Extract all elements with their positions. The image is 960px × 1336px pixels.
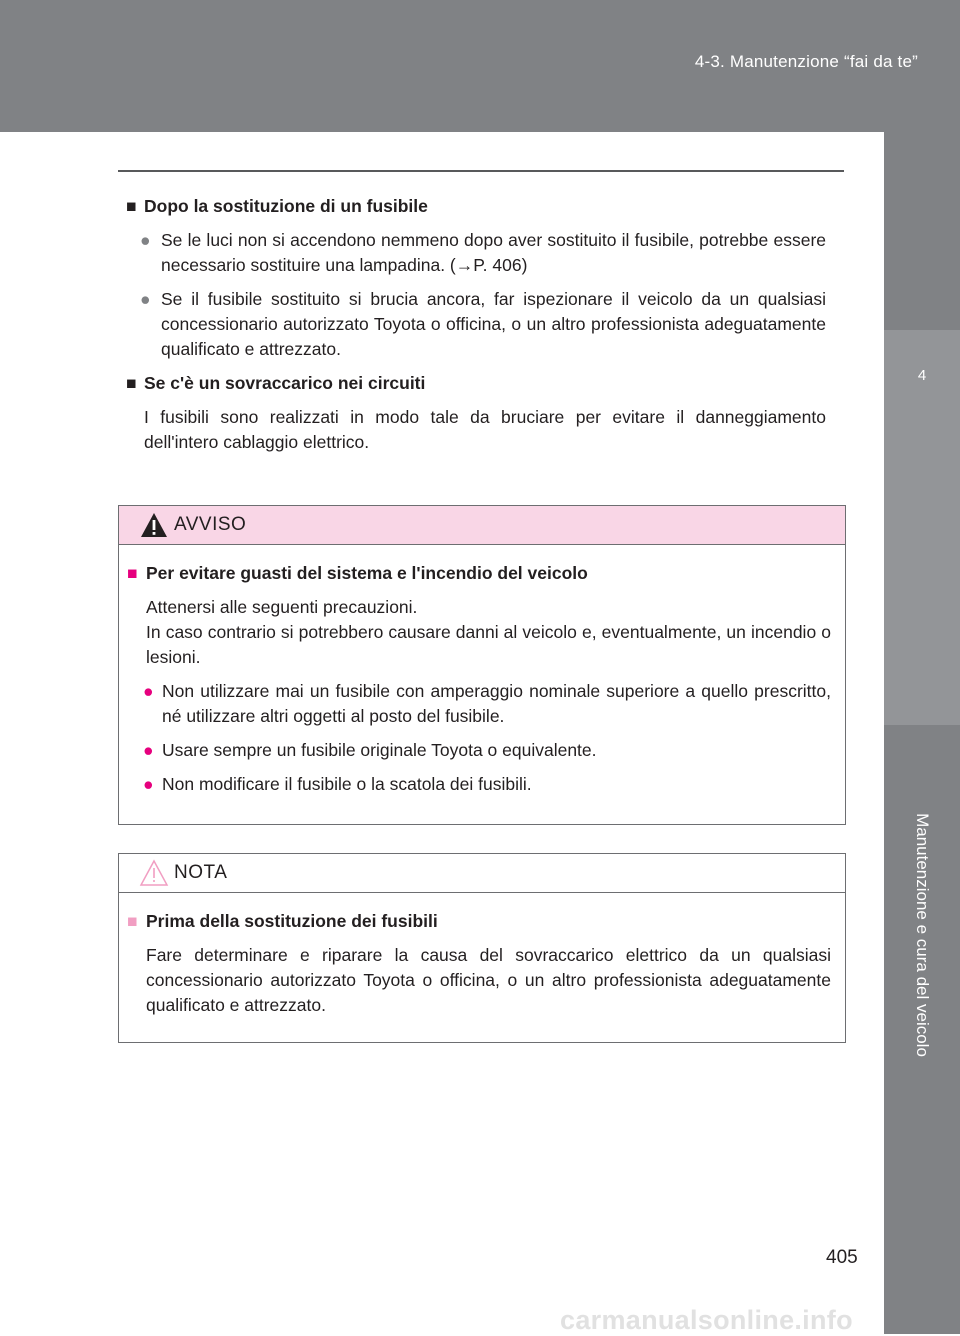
circle-bullet-icon: ● [140,230,151,250]
side-tab [884,132,960,1334]
top-rule [118,170,844,172]
square-bullet-icon: ■ [126,373,137,393]
page-number: 405 [826,1247,858,1268]
warning-triangle-icon [139,511,169,539]
square-bullet-icon: ■ [126,196,137,216]
warning-box [118,505,846,825]
section-title: 4-3. Manutenzione “fai da te” [694,52,918,71]
note-box [118,853,846,1043]
warning-box-header [119,506,845,545]
list-item: ● Usare sempre un fusibile originale Toyota o equivalente. [127,738,831,763]
circle-bullet-icon: ● [143,740,154,760]
chapter-number: 4 [917,367,927,384]
list-item: ● Se il fusibile sostituito si brucia ancora, far ispezionare il veicolo da un qualsiasi concessionario autorizzato Toyota o officina, o un altro professionista adeguatamente qualificato e attrezzato. [140,289,826,359]
warning-title: AVVISO [174,514,247,535]
note-box-body [119,893,845,1034]
main-content [126,194,826,464]
circle-bullet-icon: ● [143,774,154,794]
paragraph: I fusibili sono realizzati in modo tale da bruciare per evitare il danneggiamento dell'intero cablaggio elettrico. [144,407,826,452]
list-item: ● Non utilizzare mai un fusibile con amperaggio nominale superiore a quello prescritto, né utilizzare altri oggetti al posto del fusibile. [143,681,831,726]
paragraph: In caso contrario si potrebbero causare danni al veicolo e, eventualmente, un incendio o lesioni. [146,622,831,667]
paragraph: Fare determinare e riparare la causa del sovraccarico elettrico da un qualsiasi concessionario autorizzato Toyota o officina, o un altro professionista adeguatamente qualificato e attrezzato. [146,945,831,1015]
list-item: ● Non modificare il fusibile o la scatola dei fusibili. [127,772,831,797]
note-box-header [119,854,845,893]
header-bar [0,0,960,132]
section-heading: ■ Dopo la sostituzione di un fusibile [126,194,826,219]
warning-heading: ■ Per evitare guasti del sistema e l'incendio del veicolo [127,561,831,586]
chapter-label: Manutenzione e cura del veicolo [913,813,932,1057]
watermark: carmanualsonline.info [560,1305,853,1335]
chapter-number-box [884,330,960,725]
paragraph: Attenersi alle seguenti precauzioni. [146,597,418,617]
square-bullet-icon: ■ [127,563,138,583]
square-bullet-icon: ■ [127,911,138,931]
note-heading: ■ Prima della sostituzione dei fusibili [127,909,831,934]
warning-box-body [119,545,845,813]
section-heading: ■ Se c'è un sovraccarico nei circuiti [126,371,826,396]
circle-bullet-icon: ● [143,681,154,701]
circle-bullet-icon: ● [140,289,151,309]
caution-triangle-icon [139,859,169,887]
list-item: ● Se le luci non si accendono nemmeno dopo aver sostituito il fusibile, potrebbe essere necessario sostituire una lampadina. (→P. 406) [140,230,826,275]
note-title: NOTA [174,862,228,883]
